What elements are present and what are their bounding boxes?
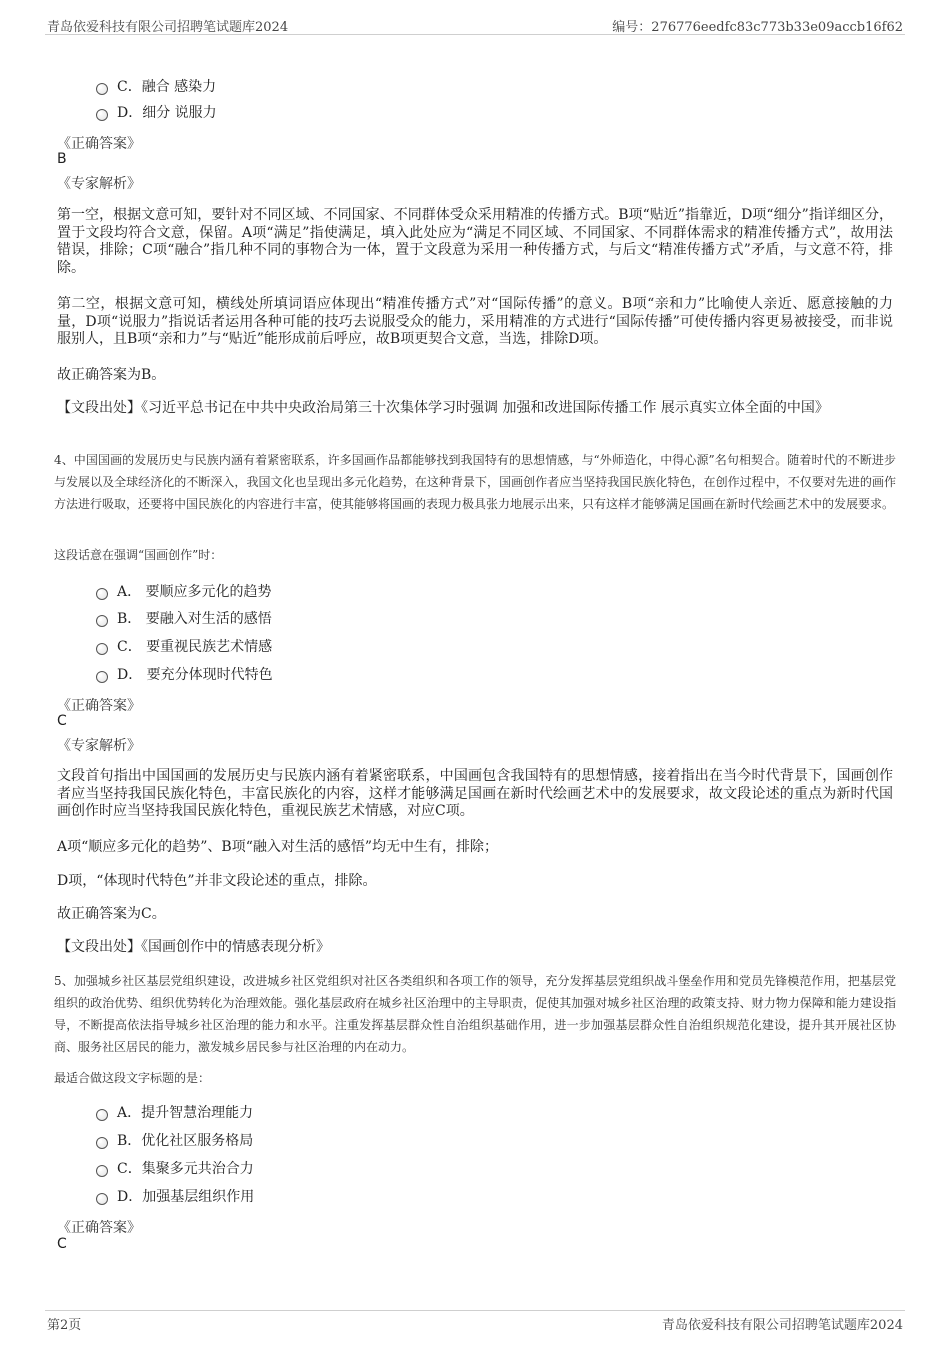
q3-answer: B [57, 151, 67, 167]
footer-title: 青岛依爱科技有限公司招聘笔试题库2024 [661, 1318, 903, 1333]
q5-option-d[interactable] [96, 1185, 254, 1207]
q4-option-d-label: D． 要充分体现时代特色 [117, 667, 273, 683]
q4-option-b-label: B． 要融入对生活的感悟 [117, 611, 272, 627]
header-title: 青岛依爱科技有限公司招聘笔试题库2024 [47, 20, 289, 35]
q3-answer-label: 《正确答案》 [57, 136, 141, 152]
q5-option-a-label: A．提升智慧治理能力 [117, 1105, 254, 1121]
q4-answer: C [57, 713, 67, 729]
q5-question-text: 5、加强城乡社区基层党组织建设，改进城乡社区党组织对社区各类组织和各项工作的领导，充分发挥基层党组织战斗堡垒作用和党员先锋模范作用，把基层党组织的政治优势、组织优势转化为治理效能。强化基层政府在城乡社区治理中的主导职责，促使其加强对城乡社区治理的政策支持、财力物力保障和能力建设指导，不断提高依法指导城乡社区治理的能力和水平。注重发挥基层群众性自治组织基础作用，进一步加强基层群众性自治组织规范化建设，提升其开展社区协商、服务社区居民的能力，激发城乡居民参与社区治理的内在动力。 [54, 974, 896, 1054]
q4-option-c-label: C． 要重视民族艺术情感 [117, 639, 273, 655]
q3-analysis-para-2: 第二空，根据文意可知，横线处所填词语应体现出“精准传播方式”对“国际传播”的意义。B项“亲和力”比喻使人亲近、愿意接触的力量，D项“说服力”指说话者运用各种可能的技巧去说服受众的能力，采用精准的方式进行“国际传播”可使传播内容更易被接受，而非说服别人，且B项“亲和力”与“贴近”能形成前后呼应，故B项更契合文意，当选，排除D项。 [57, 296, 893, 347]
q3-option-c[interactable] [96, 75, 216, 97]
q4-option-c[interactable] [96, 635, 272, 657]
q5-option-d-label: D．加强基层组织作用 [117, 1189, 255, 1205]
radio-icon[interactable] [96, 1137, 108, 1149]
radio-icon[interactable] [96, 1109, 108, 1121]
q5-option-b-label: B．优化社区服务格局 [117, 1133, 254, 1149]
header-doc-id: 编号：276776eedfc83c773b33e09accb16f62 [612, 20, 903, 35]
radio-icon[interactable] [96, 1193, 108, 1205]
radio-icon[interactable] [96, 588, 108, 600]
q5-option-a[interactable] [96, 1101, 253, 1123]
radio-icon[interactable] [96, 1165, 108, 1177]
radio-icon[interactable] [96, 671, 108, 683]
q4-analysis-label: 《专家解析》 [57, 738, 141, 754]
q3-option-c-label: C．融合 感染力 [117, 79, 217, 95]
q4-source: 【文段出处】《国画创作中的情感表现分析》 [57, 939, 330, 955]
page-footer [45, 1310, 905, 1333]
q3-analysis-label: 《专家解析》 [57, 176, 141, 192]
q4-option-d[interactable] [96, 663, 273, 685]
q5-answer-label: 《正确答案》 [57, 1220, 141, 1236]
q4-analysis-para-1: 文段首句指出中国国画的发展历史与民族内涵有着紧密联系，中国画包含我国特有的思想情感，接着指出在当今时代背景下，国画创作者应当坚持我国民族化特色，丰富民族化的内容，这样才能够满足国画在新时代绘画艺术中的发展要求，故文段论述的重点为新时代国画创作时应当坚持我国民族化特色，重视民族艺术情感，对应C项。 [57, 768, 893, 819]
q3-option-d[interactable] [96, 101, 217, 123]
q3-source: 【文段出处】《习近平总书记在中共中央政治局第三十次集体学习时强调 加强和改进国际传播工作 展示真实立体全面的中国》 [57, 400, 829, 416]
q4-answer-label: 《正确答案》 [57, 698, 141, 714]
radio-icon[interactable] [96, 643, 108, 655]
radio-icon[interactable] [96, 83, 108, 95]
q4-analysis-para-4: 故正确答案为C。 [57, 906, 166, 922]
q4-question-text: 4、中国国画的发展历史与民族内涵有着紧密联系，许多国画作品都能够找到我国特有的思想情感，与“外师造化，中得心源”名句相契合。随着时代的不断进步与发展以及全球经济化的不断深入，我国文化也呈现出多元化趋势，在这种背景下，国画创作者应当坚持我国民族化特色，在创作过程中，不仅要对先进的画作方法进行吸取，还要将中国民族化的内容进行丰富，使其能够将国画的表现力极具张力地展示出来，只有这样才能够满足国画在新时代绘画艺术中的发展要求。 [54, 453, 896, 511]
q4-analysis-para-3: D项，“体现时代特色”并非文段论述的重点，排除。 [57, 873, 377, 889]
q4-option-b[interactable] [96, 607, 272, 629]
q3-option-d-label: D．细分 说服力 [117, 105, 217, 121]
radio-icon[interactable] [96, 109, 108, 121]
page-header [45, 14, 905, 35]
q5-option-c-label: C．集聚多元共治合力 [117, 1161, 254, 1177]
q3-analysis-para-3: 故正确答案为B。 [57, 367, 166, 383]
q4-option-a[interactable] [96, 580, 272, 602]
q5-option-c[interactable] [96, 1157, 254, 1179]
q5-option-b[interactable] [96, 1129, 253, 1151]
q5-prompt: 最适合做这段文字标题的是： [54, 1071, 211, 1085]
q3-analysis-para-1: 第一空，根据文意可知，要针对不同区域、不同国家、不同群体受众采用精准的传播方式。B项“贴近”指靠近，D项“细分”指详细区分，置于文段均符合文意，保留。A项“满足”指使满足，填入此处应为“满足不同区域、不同国家、不同群体需求的精准传播方式”，故用法错误，排除；C项“融合”指几种不同的事物合为一体，置于文段意为采用一种传播方式，与后文“精准传播方式”矛盾，与文意不符，排除。 [57, 207, 893, 276]
footer-page-number: 第2页 [47, 1318, 82, 1333]
q5-answer: C [57, 1236, 67, 1252]
q4-analysis-para-2: A项“顺应多元化的趋势”、B项“融入对生活的感悟”均无中生有，排除； [57, 839, 499, 855]
q4-prompt: 这段话意在强调“国画创作”时： [54, 548, 223, 562]
q4-option-a-label: A． 要顺应多元化的趋势 [117, 584, 272, 600]
radio-icon[interactable] [96, 615, 108, 627]
